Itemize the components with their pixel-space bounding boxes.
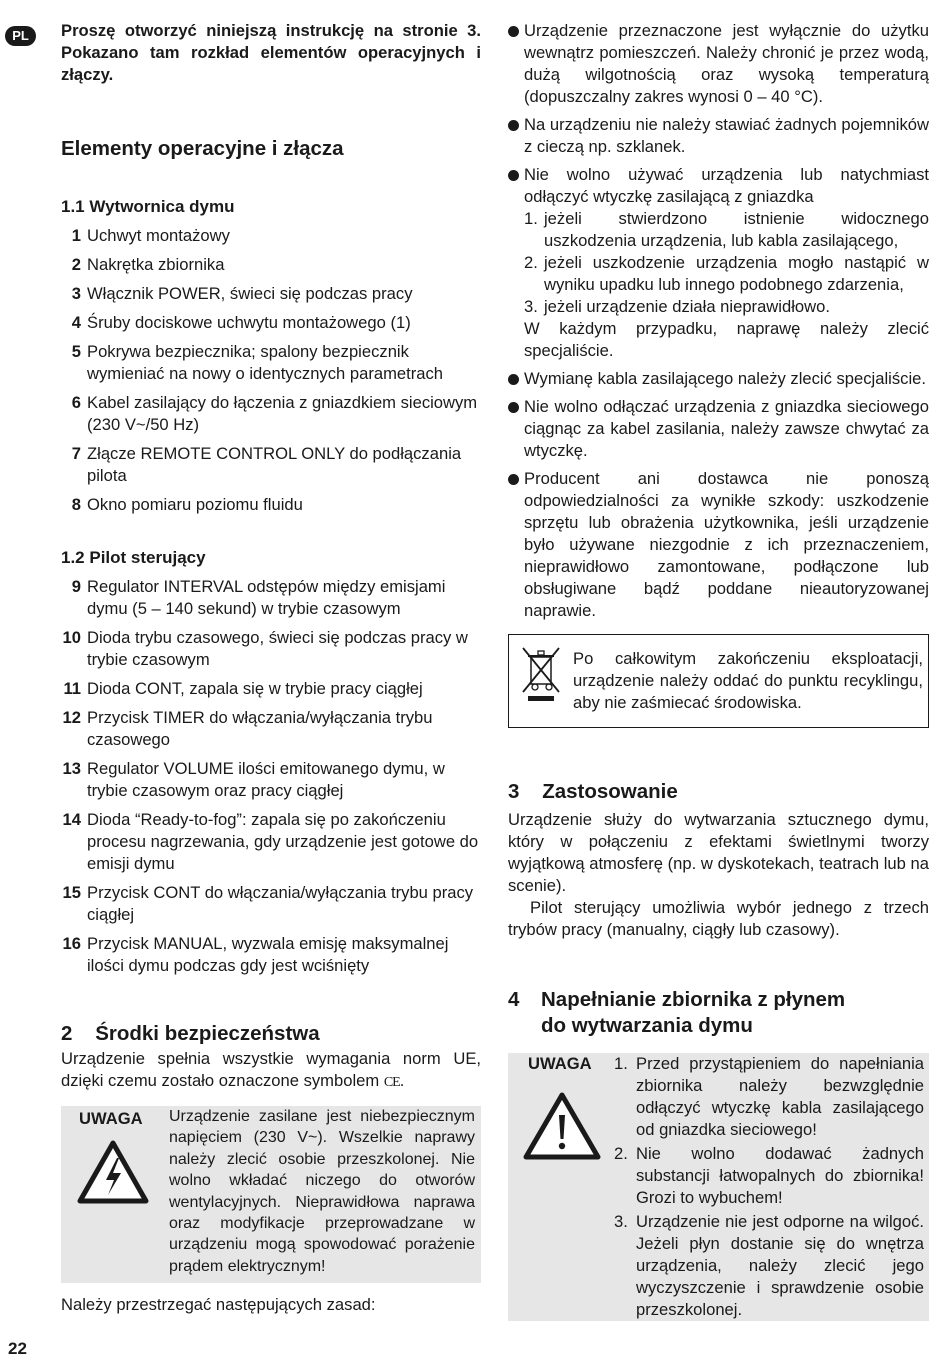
fill-instruction-item — [614, 1211, 924, 1321]
item-number: 15 — [62, 883, 81, 902]
bullet-text-end: W każdym przypadku, naprawę należy zlecić specjaliście. — [524, 319, 929, 360]
elements-heading: Elementy operacyjne i złącza — [61, 137, 344, 160]
item-text: Przycisk TIMER do włączania/wyłączania trybu czasowego — [87, 708, 433, 749]
electrical-warning-box — [61, 1106, 481, 1283]
safety-section-number: 2 — [61, 1022, 73, 1045]
item-number: 3 — [71, 284, 81, 303]
condition-item — [524, 296, 929, 318]
item-text: Śruby dociskowe uchwytu montażowego (1) — [87, 313, 411, 332]
item-text: Przycisk MANUAL, wyzwala emisję maksymalnej ilości dymu podczas gdy jest wciśnięty — [87, 934, 449, 975]
use-paragraph-2: Pilot sterujący umożliwia wybór jednego z trzech trybów pracy (manualny, ciągły lub czasowy). — [508, 898, 929, 939]
item-text: Dioda trybu czasowego, świeci się podczas pracy w trybie czasowym — [87, 628, 468, 669]
item-number: 16 — [62, 934, 81, 953]
bullet-no-liquids — [508, 114, 929, 158]
list-item — [61, 283, 481, 305]
list-item — [61, 678, 481, 700]
bullet-dot — [508, 170, 519, 181]
item-number: 4 — [71, 313, 81, 332]
page-number: 22 — [8, 1339, 27, 1358]
item-number: 12 — [62, 708, 81, 727]
list-item — [61, 809, 481, 875]
list-item — [61, 443, 481, 487]
list-item — [61, 576, 481, 620]
use-section-number: 3 — [508, 780, 520, 803]
high-voltage-icon — [77, 1140, 149, 1204]
smoke-machine-heading: 1.1 Wytwornica dymu — [61, 197, 235, 216]
weee-bin-icon — [520, 645, 562, 703]
remote-heading: 1.2 Pilot sterujący — [61, 548, 206, 567]
condition-item — [524, 208, 929, 252]
item-text: Przycisk CONT do włączania/wyłączania trybu pracy ciągłej — [87, 883, 474, 924]
fill-instruction-text: Urządzenie nie jest odporne na wilgoć. Jeżeli płyn dostanie się do wnętrza urządzenia, należy zlecić jego wyczyszczenie i sprawdzenie osobie przeszkolonej. — [636, 1212, 924, 1319]
use-paragraph-1: Urządzenie służy do wytwarzania sztucznego dymu, który w połączeniu z efektami świetlnymi tworzy wyjątkową atmosferę (np. w dyskotekach, teatrach lub na scenie). — [508, 810, 929, 895]
list-item — [61, 392, 481, 436]
fill-instruction-item — [614, 1053, 924, 1141]
remote-list — [61, 576, 481, 977]
disconnect-conditions — [524, 208, 929, 318]
smoke-machine-list — [61, 225, 481, 516]
item-number: 5 — [71, 342, 81, 361]
warning-label: UWAGA — [79, 1109, 143, 1128]
bullet-dot — [508, 474, 519, 485]
list-item — [61, 758, 481, 802]
item-text: Okno pomiaru poziomu fluidu — [87, 495, 303, 514]
item-number: 6 — [71, 393, 81, 412]
item-number: 9 — [71, 577, 81, 596]
use-heading — [508, 779, 929, 805]
fill-heading — [508, 987, 929, 1039]
condition-text: jeżeli stwierdzono istnienie widocznego uszkodzenia urządzenia, lub kabla zasilającego, — [544, 209, 929, 250]
bullet-text: Nie wolno odłączać urządzenia z gniazdka sieciowego ciągnąc za kabel zasilania, należy zawsze chwytać za wtyczkę. — [524, 397, 929, 460]
safety-intro — [61, 1048, 481, 1094]
fill-instruction-number: 3. — [614, 1212, 628, 1231]
item-text: Pokrywa bezpiecznika; spalony bezpiecznik wymieniać na nowy o identycznych parametrach — [87, 342, 444, 383]
bullet-disconnect — [508, 164, 929, 362]
fill-title-line-2: do wytwarzania dymu — [541, 1014, 753, 1037]
intro-text: Proszę otworzyć niniejszą instrukcję na stronie 3. Pokazano tam rozkład elementów operacyjnych i złączy. — [61, 21, 481, 84]
right-column — [508, 20, 929, 1321]
condition-text: jeżeli urządzenie działa nieprawidłowo. — [544, 297, 830, 316]
recycling-box — [508, 634, 929, 728]
safety-intro-text: Urządzenie spełnia wszystkie wymagania norm UE, dzięki czemu zostało oznaczone symbolem — [61, 1049, 481, 1090]
fill-instruction-number: 1. — [614, 1054, 628, 1073]
fill-instruction-number: 2. — [614, 1144, 628, 1163]
ce-mark: CE — [383, 1075, 400, 1090]
item-text: Dioda “Ready-to-fog”: zapala się po zakończeniu procesu nagrzewania, gdy urządzenie jest gotowe do emisji dymu — [87, 810, 479, 873]
bullet-text: Producent ani dostawca nie ponoszą odpowiedzialności za wynikłe szkody: uszkodzenie sprzętu lub obrażenia użytkownika, jeśli urządzenie było używane niezgodnie z ich przeznaczeniem, nieprawidłowo zamontowane, podłączone lub obsługiwane bądź poddane nieautoryzowanej naprawie. — [524, 469, 929, 620]
condition-number: 2. — [524, 253, 538, 272]
item-number: 1 — [71, 226, 81, 245]
bullet-plug — [508, 396, 929, 462]
item-number: 10 — [62, 628, 81, 647]
condition-item — [524, 252, 929, 296]
item-number: 8 — [71, 495, 81, 514]
safety-heading — [61, 1021, 481, 1047]
condition-number: 1. — [524, 209, 538, 228]
fill-instruction-item — [614, 1143, 924, 1209]
item-text: Nakrętka zbiornika — [87, 255, 225, 274]
bullet-text: Wymianę kabla zasilającego należy zlecić specjaliście. — [524, 369, 926, 388]
fill-instruction-text: Nie wolno dodawać żadnych substancji łatwopalnych do zbiornika! Grozi to wybuchem! — [636, 1144, 924, 1207]
use-section-title: Zastosowanie — [542, 780, 678, 803]
list-item — [61, 254, 481, 276]
bullet-text: Nie wolno używać urządzenia lub natychmiast odłączyć wtyczkę zasilającą z gniazdka — [524, 165, 929, 206]
item-text: Regulator VOLUME ilości emitowanego dymu, w trybie czasowym oraz pracy ciągłej — [87, 759, 445, 800]
bullet-liability — [508, 468, 929, 622]
list-item — [61, 933, 481, 977]
language-badge: PL — [5, 26, 36, 46]
list-item — [61, 707, 481, 751]
item-number: 14 — [62, 810, 81, 829]
recycling-text: Po całkowitym zakończeniu eksploatacji, urządzenie należy oddać do punktu recyklingu, aby nie zaśmiecać środowiska. — [573, 649, 923, 712]
item-number: 7 — [71, 444, 81, 463]
bullet-indoor-use — [508, 20, 929, 108]
condition-number: 3. — [524, 297, 538, 316]
fill-instruction-text: Przed przystąpieniem do napełniania zbiornika należy bezwzględnie odłączyć wtyczkę kabla zasilającego od gniazdka sieciowego! — [636, 1054, 924, 1139]
list-item — [61, 882, 481, 926]
safety-section-title: Środki bezpieczeństwa — [95, 1022, 320, 1045]
item-text: Włącznik POWER, świeci się podczas pracy — [87, 284, 413, 303]
bullet-dot — [508, 120, 519, 131]
list-item — [61, 494, 481, 516]
list-item — [61, 341, 481, 385]
item-text: Uchwyt montażowy — [87, 226, 230, 245]
item-text: Regulator INTERVAL odstępów między emisjami dymu (5 – 140 sekund) w trybie czasowym — [87, 577, 446, 618]
item-text: Kabel zasilający do łączenia z gniazdkiem sieciowym (230 V~/50 Hz) — [87, 393, 478, 434]
bullet-text: Na urządzeniu nie należy stawiać żadnych pojemników z cieczą np. szklanek. — [524, 115, 929, 156]
bullet-dot — [508, 402, 519, 413]
caution-icon — [522, 1091, 602, 1161]
item-text: Dioda CONT, zapala się w trybie pracy ciągłej — [87, 679, 423, 698]
bullet-dot — [508, 374, 519, 385]
fill-instructions — [614, 1053, 924, 1323]
fill-warning-label: UWAGA — [528, 1054, 592, 1073]
item-number: 11 — [63, 679, 81, 698]
bullet-text: Urządzenie przeznaczone jest wyłącznie do użytku wewnątrz pomieszczeń. Należy chronić je przez wodą, dużą wilgotnością oraz wysoką temperaturą (dopuszczalny zakres wynosi 0 – 40 °C). — [524, 21, 929, 106]
safety-intro-end: . — [399, 1071, 405, 1090]
list-item — [61, 627, 481, 671]
bullet-dot — [508, 26, 519, 37]
fill-section-number: 4 — [508, 988, 520, 1011]
item-number: 2 — [71, 255, 81, 274]
electrical-warning-text: Urządzenie zasilane jest niebezpiecznym napięciem (230 V~). Wszelkie naprawy należy zlecić osobie przeszkolonej. Nie wolno wkładać niczego do otworów wentylacyjnych. Nieprawidłowa naprawa oraz modyfikacje przeprowadzane w urządzeniu mogą spowodować porażenie prądem elektrycznym! — [169, 1108, 475, 1275]
list-item — [61, 225, 481, 247]
list-item — [61, 312, 481, 334]
fill-warning-box — [508, 1053, 929, 1321]
fill-title-line-1: Napełnianie zbiornika z płynem — [541, 988, 846, 1011]
item-text: Złącze REMOTE CONTROL ONLY do podłączania pilota — [87, 444, 462, 485]
item-number: 13 — [62, 759, 81, 778]
bullet-cable-replacement — [508, 368, 929, 390]
rules-intro: Należy przestrzegać następujących zasad: — [61, 1295, 376, 1314]
condition-text: jeżeli uszkodzenie urządzenia mogło nastąpić w wyniku upadku lub innego podobnego zdarzenia, — [544, 253, 929, 294]
left-column — [61, 20, 481, 1316]
